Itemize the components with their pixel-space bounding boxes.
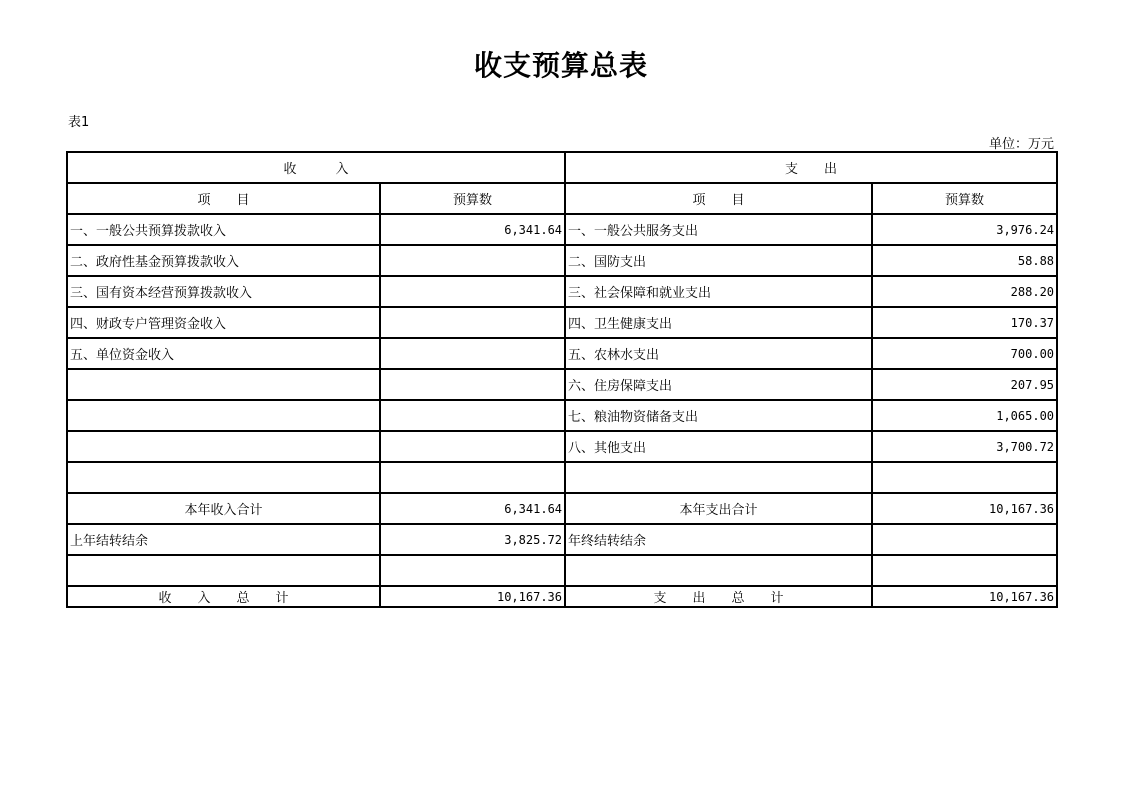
table-row (67, 214, 1057, 245)
carry-over-row (67, 524, 1057, 555)
income-item-cell: 五、单位资金收入 (67, 338, 380, 369)
expense-item-cell: 五、农林水支出 (565, 338, 872, 369)
expense-value-cell: 700.00 (872, 338, 1057, 369)
income-item-cell: 二、政府性基金预算拨款收入 (67, 245, 380, 276)
expense-item-cell: 七、粮油物资储备支出 (565, 400, 872, 431)
expense-value-cell: 207.95 (872, 369, 1057, 400)
blank-cell (380, 555, 565, 586)
expense-item-cell: 六、住房保障支出 (565, 369, 872, 400)
income-value-cell (380, 462, 565, 493)
expense-item-cell: 三、社会保障和就业支出 (565, 276, 872, 307)
expense-value-cell: 288.20 (872, 276, 1057, 307)
expense-value-cell: 170.37 (872, 307, 1057, 338)
year-expense-total-value: 10,167.36 (872, 493, 1057, 524)
table-row (67, 276, 1057, 307)
table-number: 表1 (68, 115, 90, 130)
expense-item-cell: 四、卫生健康支出 (565, 307, 872, 338)
year-end-carryover-value (872, 524, 1057, 555)
unit-label: 单位：万元 (988, 137, 1054, 152)
expense-value-cell: 58.88 (872, 245, 1057, 276)
column-header-row (67, 183, 1057, 214)
expense-item-cell: 八、其他支出 (565, 431, 872, 462)
grand-total-row (67, 586, 1057, 607)
table-row (67, 245, 1057, 276)
expense-item-cell: 一、一般公共服务支出 (565, 214, 872, 245)
table-row (67, 369, 1057, 400)
income-group-header: 收 入 (67, 152, 565, 183)
year-total-row (67, 493, 1057, 524)
income-item-cell (67, 369, 380, 400)
income-value-cell (380, 245, 565, 276)
table-row (67, 400, 1057, 431)
expense-value-cell (872, 462, 1057, 493)
expense-grand-total-value: 10,167.36 (872, 586, 1057, 607)
year-expense-total-label: 本年支出合计 (565, 493, 872, 524)
expense-item-cell (565, 462, 872, 493)
income-value-cell (380, 276, 565, 307)
income-value-cell (380, 400, 565, 431)
income-budget-header: 预算数 (380, 183, 565, 214)
table-row (67, 307, 1057, 338)
expense-grand-total-label: 支 出 总 计 (565, 586, 872, 607)
blank-row (67, 555, 1057, 586)
year-income-total-label: 本年收入合计 (67, 493, 380, 524)
income-grand-total-value: 10,167.36 (380, 586, 565, 607)
income-grand-total-label: 收 入 总 计 (67, 586, 380, 607)
table-row (67, 431, 1057, 462)
expense-budget-header: 预算数 (872, 183, 1057, 214)
year-end-carryover-label: 年终结转结余 (565, 524, 872, 555)
blank-cell (872, 555, 1057, 586)
income-value-cell (380, 369, 565, 400)
income-item-cell (67, 431, 380, 462)
blank-cell (67, 555, 380, 586)
page-title: 收支预算总表 (473, 49, 648, 82)
prior-year-carryover-value: 3,825.72 (380, 524, 565, 555)
budget-summary-table (66, 151, 1058, 608)
income-value-cell: 6,341.64 (380, 214, 565, 245)
income-item-cell (67, 400, 380, 431)
prior-year-carryover-label: 上年结转结余 (67, 524, 380, 555)
expense-item-header: 项 目 (565, 183, 872, 214)
expense-value-cell: 3,700.72 (872, 431, 1057, 462)
table-row (67, 462, 1057, 493)
income-value-cell (380, 338, 565, 369)
expense-group-header: 支 出 (565, 152, 1057, 183)
table-row (67, 338, 1057, 369)
income-value-cell (380, 307, 565, 338)
year-income-total-value: 6,341.64 (380, 493, 565, 524)
expense-value-cell: 1,065.00 (872, 400, 1057, 431)
income-item-cell (67, 462, 380, 493)
expense-item-cell: 二、国防支出 (565, 245, 872, 276)
income-item-cell: 一、一般公共预算拨款收入 (67, 214, 380, 245)
income-item-header: 项 目 (67, 183, 380, 214)
expense-value-cell: 3,976.24 (872, 214, 1057, 245)
group-header-row (67, 152, 1057, 183)
income-item-cell: 四、财政专户管理资金收入 (67, 307, 380, 338)
income-item-cell: 三、国有资本经营预算拨款收入 (67, 276, 380, 307)
blank-cell (565, 555, 872, 586)
income-value-cell (380, 431, 565, 462)
